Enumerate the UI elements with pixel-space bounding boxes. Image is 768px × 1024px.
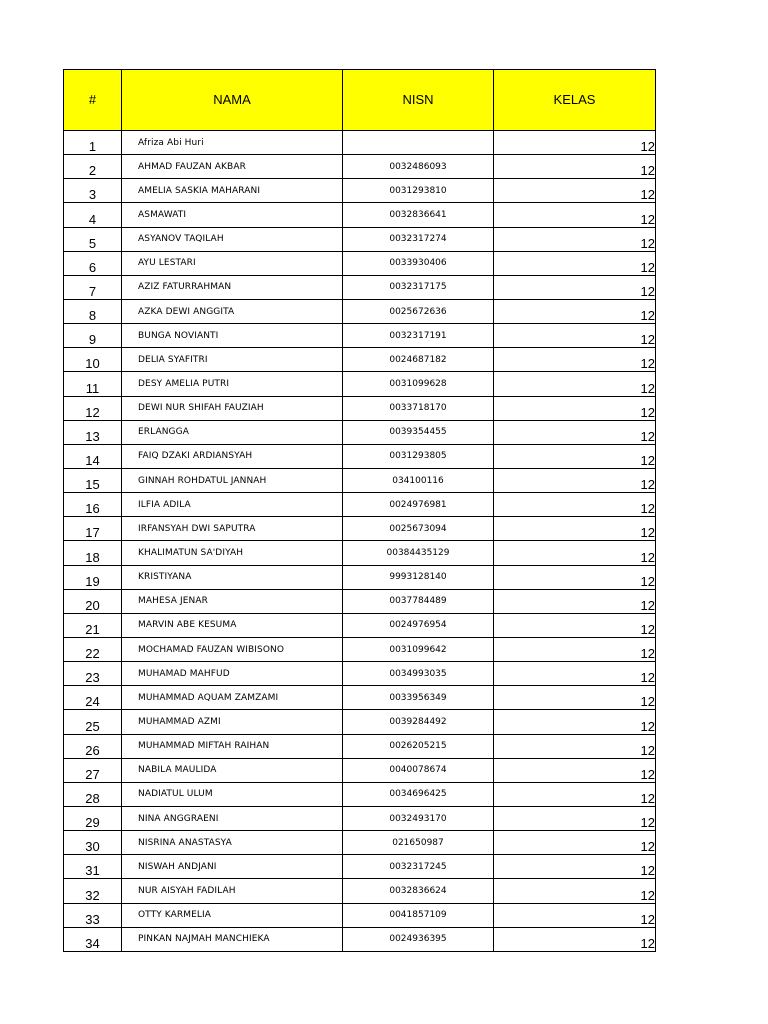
cell-nisn: 0040078674 <box>343 758 494 782</box>
cell-no: 5 <box>64 227 122 251</box>
cell-no: 12 <box>64 396 122 420</box>
table-row <box>64 927 656 951</box>
cell-nama: PINKAN NAJMAH MANCHIEKA <box>122 927 343 951</box>
cell-no: 1 <box>64 131 122 155</box>
cell-nisn: 0031293810 <box>343 179 494 203</box>
cell-kelas: 12 <box>494 541 656 565</box>
cell-kelas: 12 <box>494 831 656 855</box>
table-header <box>64 70 656 131</box>
cell-nama: OTTY KARMELIA <box>122 903 343 927</box>
cell-no: 32 <box>64 879 122 903</box>
cell-kelas: 12 <box>494 420 656 444</box>
cell-kelas: 12 <box>494 468 656 492</box>
cell-nisn <box>343 131 494 155</box>
cell-kelas: 12 <box>494 806 656 830</box>
cell-no: 22 <box>64 637 122 661</box>
cell-nama: KHALIMATUN SA'DIYAH <box>122 541 343 565</box>
cell-kelas: 12 <box>494 493 656 517</box>
cell-no: 26 <box>64 734 122 758</box>
cell-nama: BUNGA NOVIANTI <box>122 324 343 348</box>
table-row <box>64 662 656 686</box>
cell-kelas: 12 <box>494 903 656 927</box>
cell-nisn: 0025673094 <box>343 517 494 541</box>
cell-nisn: 0024976954 <box>343 613 494 637</box>
cell-nama: MAHESA JENAR <box>122 589 343 613</box>
cell-nisn: 0033930406 <box>343 251 494 275</box>
cell-kelas: 12 <box>494 444 656 468</box>
cell-nisn: 0025672636 <box>343 299 494 323</box>
cell-kelas: 12 <box>494 782 656 806</box>
cell-nisn: 0026205215 <box>343 734 494 758</box>
cell-nisn: 0031099642 <box>343 637 494 661</box>
cell-nisn: 0032493170 <box>343 806 494 830</box>
cell-no: 19 <box>64 565 122 589</box>
cell-nama: MUHAMAD MAHFUD <box>122 662 343 686</box>
cell-kelas: 12 <box>494 227 656 251</box>
table-row <box>64 444 656 468</box>
cell-no: 11 <box>64 372 122 396</box>
cell-nisn: 034100116 <box>343 468 494 492</box>
cell-nama: AMELIA SASKIA MAHARANI <box>122 179 343 203</box>
cell-nama: NISWAH ANDJANI <box>122 855 343 879</box>
cell-kelas: 12 <box>494 324 656 348</box>
cell-nisn: 0032317191 <box>343 324 494 348</box>
cell-no: 4 <box>64 203 122 227</box>
cell-nisn: 0039284492 <box>343 710 494 734</box>
cell-nisn: 0024936395 <box>343 927 494 951</box>
cell-nisn: 0041857109 <box>343 903 494 927</box>
cell-nama: MUHAMMAD AZMI <box>122 710 343 734</box>
table-row <box>64 155 656 179</box>
cell-nama: ERLANGGA <box>122 420 343 444</box>
cell-kelas: 12 <box>494 613 656 637</box>
cell-no: 20 <box>64 589 122 613</box>
cell-kelas: 12 <box>494 855 656 879</box>
table-row <box>64 227 656 251</box>
cell-no: 9 <box>64 324 122 348</box>
cell-kelas: 12 <box>494 396 656 420</box>
cell-kelas: 12 <box>494 131 656 155</box>
cell-nama: AZKA DEWI ANGGITA <box>122 299 343 323</box>
cell-nisn: 0024976981 <box>343 493 494 517</box>
table-row <box>64 324 656 348</box>
cell-no: 10 <box>64 348 122 372</box>
cell-no: 17 <box>64 517 122 541</box>
cell-nama: ILFIA ADILA <box>122 493 343 517</box>
table-row <box>64 686 656 710</box>
cell-nama: FAIQ DZAKI ARDIANSYAH <box>122 444 343 468</box>
cell-nisn: 0039354455 <box>343 420 494 444</box>
header-nisn: NISN <box>343 70 494 131</box>
cell-nisn: 0032317245 <box>343 855 494 879</box>
cell-kelas: 12 <box>494 758 656 782</box>
cell-nama: MUHAMMAD MIFTAH RAIHAN <box>122 734 343 758</box>
table-row <box>64 758 656 782</box>
table-row <box>64 131 656 155</box>
cell-no: 21 <box>64 613 122 637</box>
cell-kelas: 12 <box>494 589 656 613</box>
cell-kelas: 12 <box>494 686 656 710</box>
cell-nisn: 9993128140 <box>343 565 494 589</box>
cell-kelas: 12 <box>494 179 656 203</box>
cell-nama: AHMAD FAUZAN AKBAR <box>122 155 343 179</box>
cell-kelas: 12 <box>494 710 656 734</box>
cell-no: 31 <box>64 855 122 879</box>
table-row <box>64 275 656 299</box>
cell-kelas: 12 <box>494 348 656 372</box>
cell-nisn: 0032486093 <box>343 155 494 179</box>
cell-nisn: 0031099628 <box>343 372 494 396</box>
cell-no: 8 <box>64 299 122 323</box>
cell-nama: NISRINA ANASTASYA <box>122 831 343 855</box>
cell-nisn: 0033956349 <box>343 686 494 710</box>
table-row <box>64 348 656 372</box>
table-row <box>64 251 656 275</box>
table-row <box>64 372 656 396</box>
student-table <box>63 69 656 952</box>
table-row <box>64 637 656 661</box>
table-row <box>64 517 656 541</box>
header-nama: NAMA <box>122 70 343 131</box>
cell-kelas: 12 <box>494 517 656 541</box>
table-row <box>64 468 656 492</box>
cell-nama: KRISTIYANA <box>122 565 343 589</box>
cell-nama: NABILA MAULIDA <box>122 758 343 782</box>
cell-nama: AZIZ FATURRAHMAN <box>122 275 343 299</box>
table-row <box>64 179 656 203</box>
cell-nisn: 0032836641 <box>343 203 494 227</box>
cell-nisn: 0032317274 <box>343 227 494 251</box>
cell-nama: DESY AMELIA PUTRI <box>122 372 343 396</box>
cell-nama: ASMAWATI <box>122 203 343 227</box>
cell-kelas: 12 <box>494 879 656 903</box>
table-row <box>64 493 656 517</box>
table-row <box>64 903 656 927</box>
cell-kelas: 12 <box>494 662 656 686</box>
table-row <box>64 879 656 903</box>
cell-nama: ASYANOV TAQILAH <box>122 227 343 251</box>
cell-no: 2 <box>64 155 122 179</box>
cell-no: 7 <box>64 275 122 299</box>
cell-kelas: 12 <box>494 275 656 299</box>
cell-no: 13 <box>64 420 122 444</box>
cell-nisn: 0024687182 <box>343 348 494 372</box>
cell-nama: MUHAMMAD AQUAM ZAMZAMI <box>122 686 343 710</box>
cell-no: 25 <box>64 710 122 734</box>
cell-nisn: 0031293805 <box>343 444 494 468</box>
cell-nisn: 021650987 <box>343 831 494 855</box>
cell-no: 29 <box>64 806 122 830</box>
table-body <box>64 131 656 952</box>
cell-nama: MARVIN ABE KESUMA <box>122 613 343 637</box>
cell-nama: GINNAH ROHDATUL JANNAH <box>122 468 343 492</box>
cell-nisn: 00384435129 <box>343 541 494 565</box>
cell-nama: DEWI NUR SHIFAH FAUZIAH <box>122 396 343 420</box>
cell-no: 18 <box>64 541 122 565</box>
cell-no: 16 <box>64 493 122 517</box>
table-row <box>64 855 656 879</box>
cell-nisn: 0037784489 <box>343 589 494 613</box>
table-row <box>64 203 656 227</box>
table-row <box>64 710 656 734</box>
table-row <box>64 613 656 637</box>
cell-no: 14 <box>64 444 122 468</box>
cell-kelas: 12 <box>494 155 656 179</box>
cell-nisn: 0033718170 <box>343 396 494 420</box>
cell-kelas: 12 <box>494 251 656 275</box>
cell-kelas: 12 <box>494 927 656 951</box>
cell-no: 28 <box>64 782 122 806</box>
cell-nama: NUR AISYAH FADILAH <box>122 879 343 903</box>
cell-kelas: 12 <box>494 299 656 323</box>
table-row <box>64 806 656 830</box>
cell-nisn: 0034993035 <box>343 662 494 686</box>
cell-kelas: 12 <box>494 565 656 589</box>
cell-no: 3 <box>64 179 122 203</box>
header-row <box>64 70 656 131</box>
cell-no: 30 <box>64 831 122 855</box>
cell-nama: NADIATUL ULUM <box>122 782 343 806</box>
cell-kelas: 12 <box>494 637 656 661</box>
table-row <box>64 734 656 758</box>
cell-kelas: 12 <box>494 372 656 396</box>
table-row <box>64 831 656 855</box>
table-row <box>64 782 656 806</box>
cell-nisn: 0032317175 <box>343 275 494 299</box>
cell-nama: AYU LESTARI <box>122 251 343 275</box>
cell-nama: IRFANSYAH DWI SAPUTRA <box>122 517 343 541</box>
header-no: # <box>64 70 122 131</box>
table-row <box>64 299 656 323</box>
cell-no: 27 <box>64 758 122 782</box>
table-row <box>64 565 656 589</box>
cell-no: 6 <box>64 251 122 275</box>
cell-no: 33 <box>64 903 122 927</box>
table-row <box>64 396 656 420</box>
cell-nisn: 0032836624 <box>343 879 494 903</box>
cell-nama: Afriza Abi Huri <box>122 131 343 155</box>
cell-no: 24 <box>64 686 122 710</box>
cell-nama: DELIA SYAFITRI <box>122 348 343 372</box>
cell-kelas: 12 <box>494 734 656 758</box>
cell-no: 34 <box>64 927 122 951</box>
cell-nama: NINA ANGGRAENI <box>122 806 343 830</box>
cell-no: 15 <box>64 468 122 492</box>
cell-nisn: 0034696425 <box>343 782 494 806</box>
table-row <box>64 541 656 565</box>
cell-kelas: 12 <box>494 203 656 227</box>
table-row <box>64 589 656 613</box>
cell-no: 23 <box>64 662 122 686</box>
table-row <box>64 420 656 444</box>
cell-nama: MOCHAMAD FAUZAN WIBISONO <box>122 637 343 661</box>
header-kelas: KELAS <box>494 70 656 131</box>
